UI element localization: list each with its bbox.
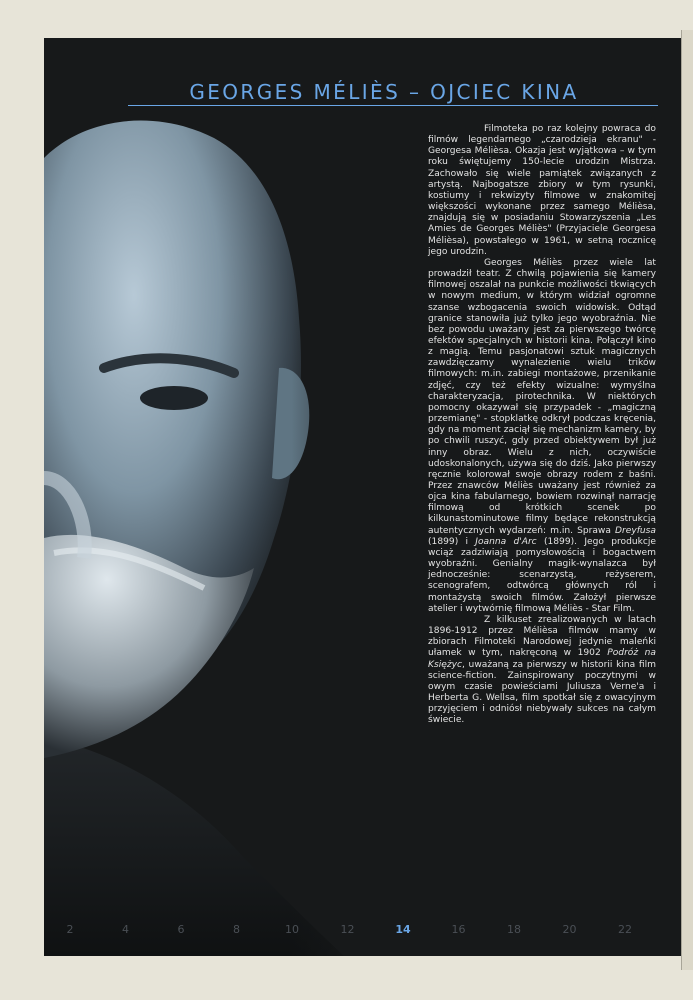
page-title: GEORGES MÉLIÈS – OJCIEC KINA [189, 80, 579, 104]
magazine-page [44, 38, 681, 956]
article-paragraph-3: Z kilkuset zrealizowanych w latach 1896-1912 przez Mélièsa filmów mamy w zbiorach Filmoteki Narodowej jedynie maleńki ułamek w tym, nakręconą w 1902 Podróż na Księżyc, uważaną za pierwszy w historii kina film science-fiction. Zainspirowany poczytnymi w owym czasie powieściami Juliusza Verne'a i Herberta G. Wellsa, film spotkał się z owacyjnym przyjęciem i odniósł niebywały sukces na całym świecie. [428, 614, 656, 726]
article-body [428, 124, 656, 726]
portrait-illustration [44, 98, 374, 956]
page-number-10: 10 [285, 923, 299, 936]
page-number-20: 20 [562, 923, 577, 936]
page-number-18: 18 [507, 923, 521, 936]
article-paragraph-1: Filmoteka po raz kolejny powraca do filmów legendarnego „czarodzieja ekranu" - Georgesa Mélièsa. Okazja jest wyjątkowa – w tym roku świętujemy 150-lecie urodzin Mistrza. Zachowało się wiele pamiątek związanych z artystą. Najbogatsze zbiory w tym rysunki, kostiumy i rekwizyty filmowe w znakomitej większości wykonane przez samego Mélièsa, znajdują się w posiadaniu Stowarzyszenia „Les Amies de Georges Méliès" (Przyjaciele Georgesa Mélièsa), powstałego w 1961, w setną rocznicę jego urodzin. [428, 124, 656, 257]
page-number-22: 22 [618, 923, 632, 936]
page-number-4: 4 [122, 923, 129, 936]
page-number-2: 2 [66, 923, 74, 936]
article-paragraph-2: Georges Méliès przez wiele lat prowadził teatr. Z chwilą pojawienia się kamery filmowej oszalał na punkcie możliwości tkwiących w nowym medium, w którym widział ogromne szanse wzbogacenia swoich widowisk. Odtąd granice stanowiła już tylko jego wyobraźnia. Nie bez powodu uważany jest za pierwszego twórcę efektów specjalnych w historii kina. Połączył kino z magią. Temu pasjonatowi sztuk magicznych zawdzięczamy wynalezienie wielu trików filmowych: m.in. zabiegi montażowe, przenikanie zdjęć, czy też efekty wizualne: wymyślna charakteryzacja, pirotechnika. W niektórych pomocny okazywał się przypadek - „magiczną przemianę" - stopklatkę odkrył podczas kręcenia, gdy na moment zaciął się mechanizm kamery, by po chwili ruszyć, gdy przed obiektywem był już inny obraz. Wielu z nich, oczywiście udoskonalonych, używa się do dziś. Jako pierwszy ręcznie kolorował swoje obrazy rodem z baśni. Przez znawców Méliès uważany jest również za ojca kina fabularnego, bowiem rozwinął narrację filmową od krótkich scenek po kilkunastominutowe filmy będące rekonstrukcją autentycznych wydarzeń: m.in. Sprawa Dreyfusa (1899) i Joanna d'Arc (1899). Jego produkcje wciąż zadziwiają pomysłowością i bogactwem wyobraźni. Genialny magik-wynalazca był jednocześnie: scenarzystą, reżyserem, scenografem, odtwórcą głównych ról i montażystą swoich filmów. Założył pierwsze atelier i wytwórnię filmową Méliès - Star Film. [428, 257, 656, 614]
page-number-6: 6 [177, 923, 185, 936]
next-page-edge [681, 30, 693, 970]
title-underline [128, 105, 658, 106]
page-number-bar [44, 923, 681, 939]
page-number-14: 14 [395, 923, 411, 936]
page-number-12: 12 [340, 923, 355, 936]
page-number-16: 16 [451, 923, 466, 936]
page-number-8: 8 [233, 923, 240, 936]
portrait-photo [44, 98, 374, 956]
